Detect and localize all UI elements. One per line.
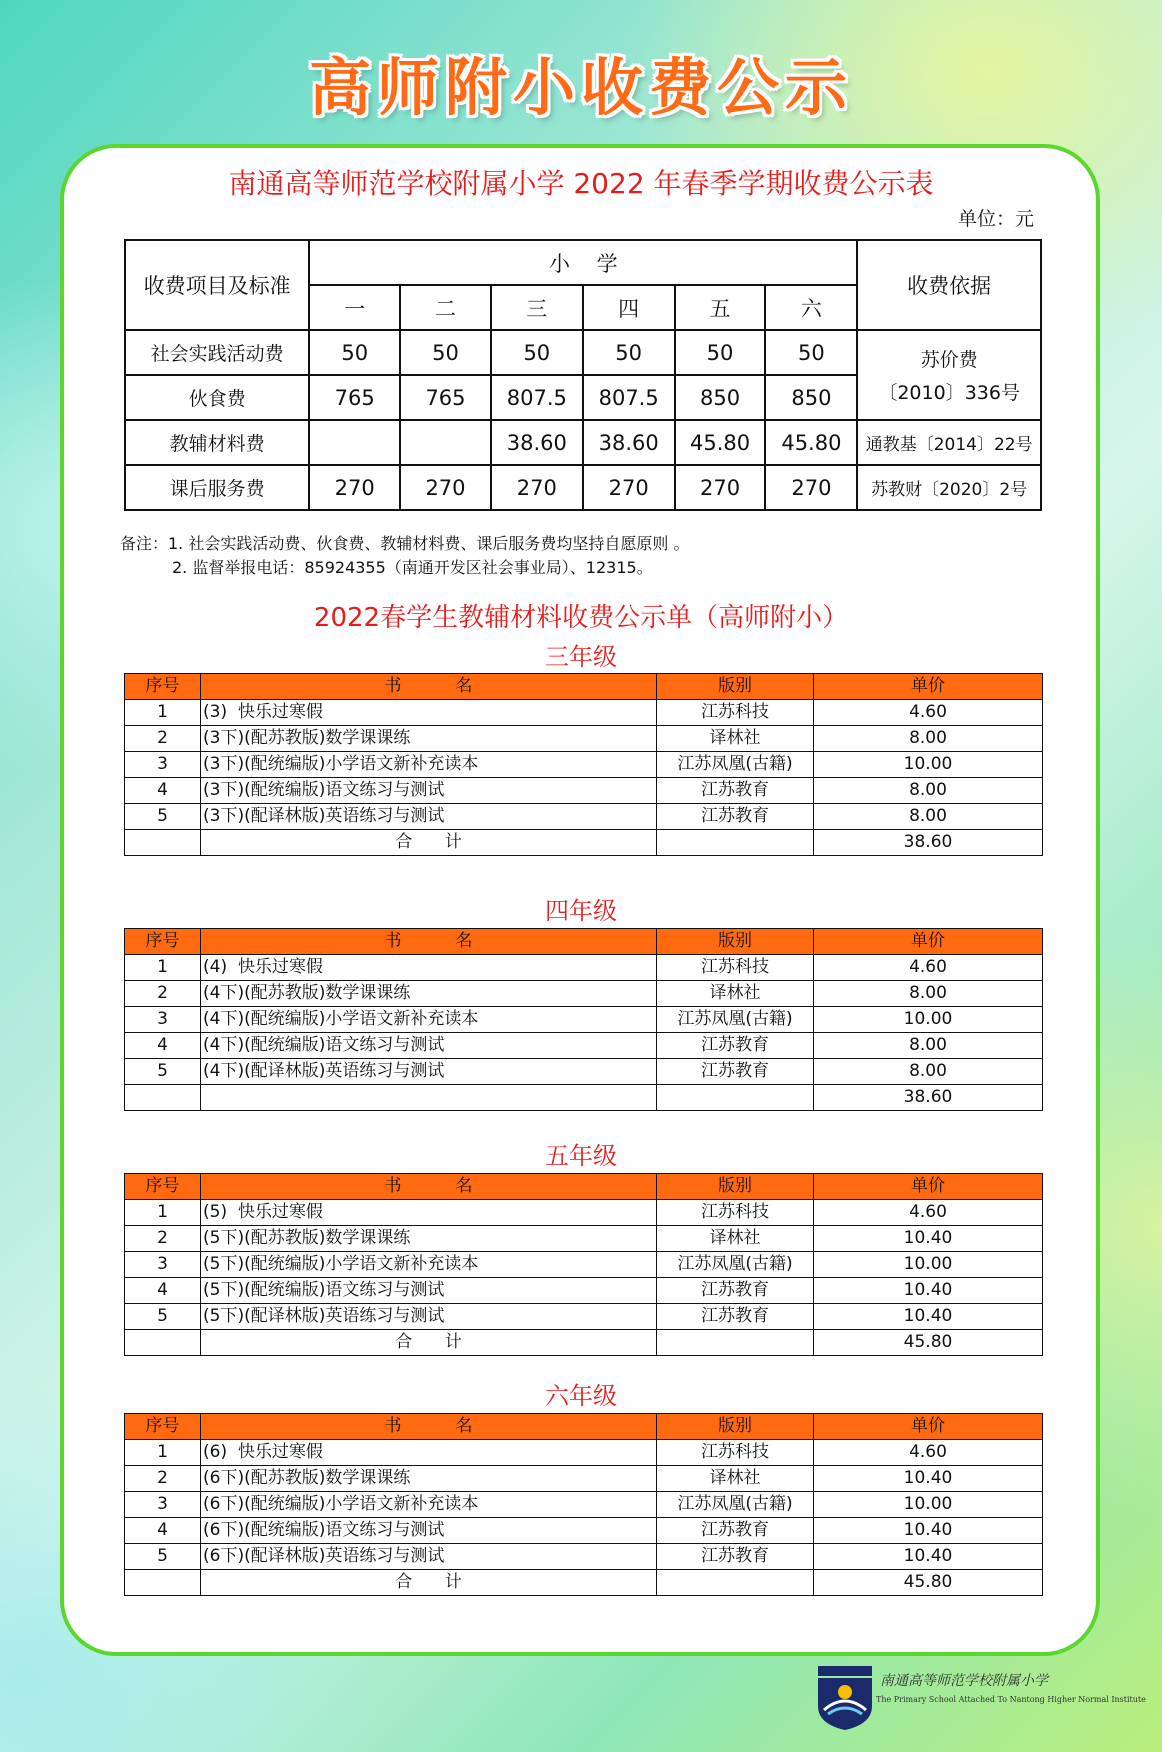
fee-value: 270 [583,465,675,510]
fee-value: 765 [400,375,491,420]
fee-header-basis: 收费依据 [857,240,1041,330]
grade-header: 六 [765,285,857,330]
row-name: (6) 快乐过寒假 [201,1440,657,1466]
row-name: (3下)(配苏教版)数学课课练 [201,726,657,752]
row-no: 4 [125,1033,201,1059]
row-name: (4下)(配译林版)英语练习与测试 [201,1059,657,1085]
row-price: 8.00 [814,804,1043,830]
fee-value: 270 [309,465,400,510]
table-row [125,1278,1043,1304]
fee-row [125,420,1041,465]
row-price: 10.40 [814,1544,1043,1570]
grade5-table [124,1173,1043,1356]
grade6-table [124,1413,1043,1596]
col-publisher: 版别 [657,1414,814,1440]
grade-header: 四 [583,285,675,330]
row-price: 8.00 [814,981,1043,1007]
row-publisher: 江苏教育 [657,1059,814,1085]
total-blank [125,830,201,856]
total-value: 38.60 [814,830,1043,856]
row-no: 3 [125,1252,201,1278]
fee-basis-2: 通教基〔2014〕22号 [857,420,1041,465]
row-no: 5 [125,1059,201,1085]
row-publisher: 译林社 [657,1226,814,1252]
total-blank [657,830,814,856]
row-price: 10.40 [814,1278,1043,1304]
row-name: (5下)(配统编版)语文练习与测试 [201,1278,657,1304]
row-no: 2 [125,981,201,1007]
row-no: 5 [125,1304,201,1330]
total-blank [125,1570,201,1596]
row-no: 4 [125,778,201,804]
fee-basis-1-line1: 苏价费 [920,349,978,371]
row-name: (4下)(配苏教版)数学课课练 [201,981,657,1007]
row-price: 8.00 [814,726,1043,752]
fee-value: 38.60 [583,420,675,465]
fee-value: 850 [675,375,766,420]
row-publisher: 江苏教育 [657,1304,814,1330]
table-row [125,1440,1043,1466]
fee-table [124,239,1042,511]
table-row [125,1200,1043,1226]
row-price: 4.60 [814,955,1043,981]
col-no: 序号 [125,929,201,955]
row-name: (4) 快乐过寒假 [201,955,657,981]
row-no: 1 [125,700,201,726]
total-value: 38.60 [814,1085,1043,1111]
row-name: (5下)(配统编版)小学语文新补充读本 [201,1252,657,1278]
row-publisher: 江苏凤凰(古籍) [657,752,814,778]
row-no: 1 [125,1440,201,1466]
row-name: (4下)(配统编版)小学语文新补充读本 [201,1007,657,1033]
row-name: (6下)(配苏教版)数学课课练 [201,1466,657,1492]
row-price: 8.00 [814,1059,1043,1085]
row-name: (5下)(配译林版)英语练习与测试 [201,1304,657,1330]
col-no: 序号 [125,674,201,700]
table-row [125,1059,1043,1085]
row-publisher: 江苏教育 [657,1544,814,1570]
row-price: 10.40 [814,1226,1043,1252]
col-name: 书 名 [201,1414,657,1440]
fee-value [400,420,491,465]
row-name: (3下)(配译林版)英语练习与测试 [201,804,657,830]
row-name: (6下)(配统编版)小学语文新补充读本 [201,1492,657,1518]
grade-header: 五 [675,285,766,330]
col-publisher: 版别 [657,674,814,700]
row-no: 1 [125,1200,201,1226]
row-price: 4.60 [814,1200,1043,1226]
row-no: 3 [125,752,201,778]
total-value: 45.80 [814,1330,1043,1356]
total-label: 合 计 [201,1330,657,1356]
total-blank [657,1330,814,1356]
fee-row [125,330,1041,375]
grade6-title: 六年级 [545,1382,617,1410]
row-publisher: 江苏教育 [657,1518,814,1544]
row-publisher: 江苏凤凰(古籍) [657,1252,814,1278]
row-name: (5下)(配苏教版)数学课课练 [201,1226,657,1252]
row-price: 10.40 [814,1304,1043,1330]
fee-value: 50 [765,330,857,375]
col-price: 单价 [814,674,1043,700]
fee-row [125,465,1041,510]
row-no: 3 [125,1007,201,1033]
fee-value: 270 [765,465,857,510]
fee-value: 45.80 [765,420,857,465]
school-logo-icon [814,1662,876,1732]
fee-value: 50 [491,330,583,375]
table-row [125,1544,1043,1570]
row-publisher: 江苏教育 [657,804,814,830]
row-name: (5) 快乐过寒假 [201,1200,657,1226]
table-row [125,955,1043,981]
row-no: 4 [125,1518,201,1544]
total-label: 合 计 [201,830,657,856]
grade-header: 二 [400,285,491,330]
note-line-1: 备注：1. 社会实践活动费、伙食费、教辅材料费、课后服务费均坚持自愿原则 。 [120,534,690,553]
col-name: 书 名 [201,674,657,700]
col-name: 书 名 [201,929,657,955]
fee-value: 807.5 [583,375,675,420]
col-publisher: 版别 [657,929,814,955]
table-row [125,1492,1043,1518]
total-row [125,1570,1043,1596]
total-blank [657,1570,814,1596]
row-name: (6下)(配统编版)语文练习与测试 [201,1518,657,1544]
grade-header: 一 [309,285,400,330]
row-price: 10.00 [814,1492,1043,1518]
row-name: (3下)(配统编版)语文练习与测试 [201,778,657,804]
fee-value: 50 [675,330,766,375]
school-name-en: The Primary School Attached To Nantong Higher Normal Institute [876,1695,1146,1704]
fee-value: 45.80 [675,420,766,465]
fee-table-title: 南通高等师范学校附属小学 2022 年春季学期收费公示表 [228,167,934,200]
fee-value: 850 [765,375,857,420]
fee-value: 50 [400,330,491,375]
col-price: 单价 [814,1174,1043,1200]
table-row [125,1226,1043,1252]
row-no: 2 [125,1226,201,1252]
total-value: 45.80 [814,1570,1043,1596]
grade3-title: 三年级 [545,643,617,671]
grade4-table [124,928,1043,1111]
row-no: 2 [125,726,201,752]
table-row [125,804,1043,830]
col-name: 书 名 [201,1174,657,1200]
total-blank [125,1085,201,1111]
col-no: 序号 [125,1174,201,1200]
row-name: (3) 快乐过寒假 [201,700,657,726]
fee-item: 社会实践活动费 [125,330,309,375]
banner-title: 高师附小收费公示 [308,51,853,124]
fee-item: 课后服务费 [125,465,309,510]
col-publisher: 版别 [657,1174,814,1200]
table-row [125,1033,1043,1059]
fee-item: 教辅材料费 [125,420,309,465]
row-publisher: 译林社 [657,981,814,1007]
total-label [201,1085,657,1111]
table-row [125,752,1043,778]
table-row [125,981,1043,1007]
row-price: 10.00 [814,752,1043,778]
fee-header-item: 收费项目及标准 [125,240,309,330]
row-publisher: 译林社 [657,1466,814,1492]
col-price: 单价 [814,929,1043,955]
row-name: (6下)(配译林版)英语练习与测试 [201,1544,657,1570]
grade-header: 三 [491,285,583,330]
table-row [125,1007,1043,1033]
fee-basis-1 [857,330,1041,420]
table-row [125,778,1043,804]
table-row [125,1466,1043,1492]
fee-value: 50 [583,330,675,375]
fee-value: 270 [400,465,491,510]
row-name: (3下)(配统编版)小学语文新补充读本 [201,752,657,778]
row-no: 4 [125,1278,201,1304]
row-publisher: 江苏科技 [657,700,814,726]
row-publisher: 江苏凤凰(古籍) [657,1007,814,1033]
row-price: 4.60 [814,700,1043,726]
row-publisher: 江苏科技 [657,955,814,981]
row-publisher: 江苏科技 [657,1440,814,1466]
table-row [125,726,1043,752]
total-blank [125,1330,201,1356]
table-row [125,700,1043,726]
row-no: 3 [125,1492,201,1518]
fee-value: 807.5 [491,375,583,420]
grade4-title: 四年级 [545,897,617,925]
row-no: 2 [125,1466,201,1492]
fee-header-school: 小 学 [309,240,857,285]
row-price: 10.00 [814,1252,1043,1278]
fee-basis-1-line2: 〔2010〕336号 [878,382,1020,404]
row-publisher: 江苏凤凰(古籍) [657,1492,814,1518]
total-row [125,1330,1043,1356]
total-row [125,830,1043,856]
note-line-2: 2. 监督举报电话：85924355（南通开发区社会事业局）、12315。 [172,558,653,577]
fee-basis-3: 苏教财〔2020〕2号 [857,465,1041,510]
row-price: 8.00 [814,778,1043,804]
row-price: 10.40 [814,1466,1043,1492]
fee-value: 270 [675,465,766,510]
fee-value: 50 [309,330,400,375]
total-label: 合 计 [201,1570,657,1596]
table-row [125,1518,1043,1544]
row-price: 10.00 [814,1007,1043,1033]
col-price: 单价 [814,1414,1043,1440]
row-publisher: 译林社 [657,726,814,752]
school-name-cn: 南通高等师范学校附属小学 [880,1673,1048,1689]
row-publisher: 江苏教育 [657,1033,814,1059]
fee-value: 765 [309,375,400,420]
total-blank [657,1085,814,1111]
table-row [125,1252,1043,1278]
materials-title: 2022春学生教辅材料收费公示单（高师附小） [313,603,849,633]
row-price: 8.00 [814,1033,1043,1059]
row-price: 10.40 [814,1518,1043,1544]
unit-label: 单位：元 [957,208,1034,230]
grade3-table [124,673,1043,856]
fee-value: 38.60 [491,420,583,465]
table-row [125,1304,1043,1330]
row-no: 1 [125,955,201,981]
notes [120,532,689,580]
fee-item: 伙食费 [125,375,309,420]
row-no: 5 [125,804,201,830]
row-no: 5 [125,1544,201,1570]
row-publisher: 江苏科技 [657,1200,814,1226]
fee-value: 270 [491,465,583,510]
row-publisher: 江苏教育 [657,1278,814,1304]
row-name: (4下)(配统编版)语文练习与测试 [201,1033,657,1059]
total-row [125,1085,1043,1111]
row-price: 4.60 [814,1440,1043,1466]
grade5-title: 五年级 [545,1142,617,1170]
fee-value [309,420,400,465]
col-no: 序号 [125,1414,201,1440]
row-publisher: 江苏教育 [657,778,814,804]
